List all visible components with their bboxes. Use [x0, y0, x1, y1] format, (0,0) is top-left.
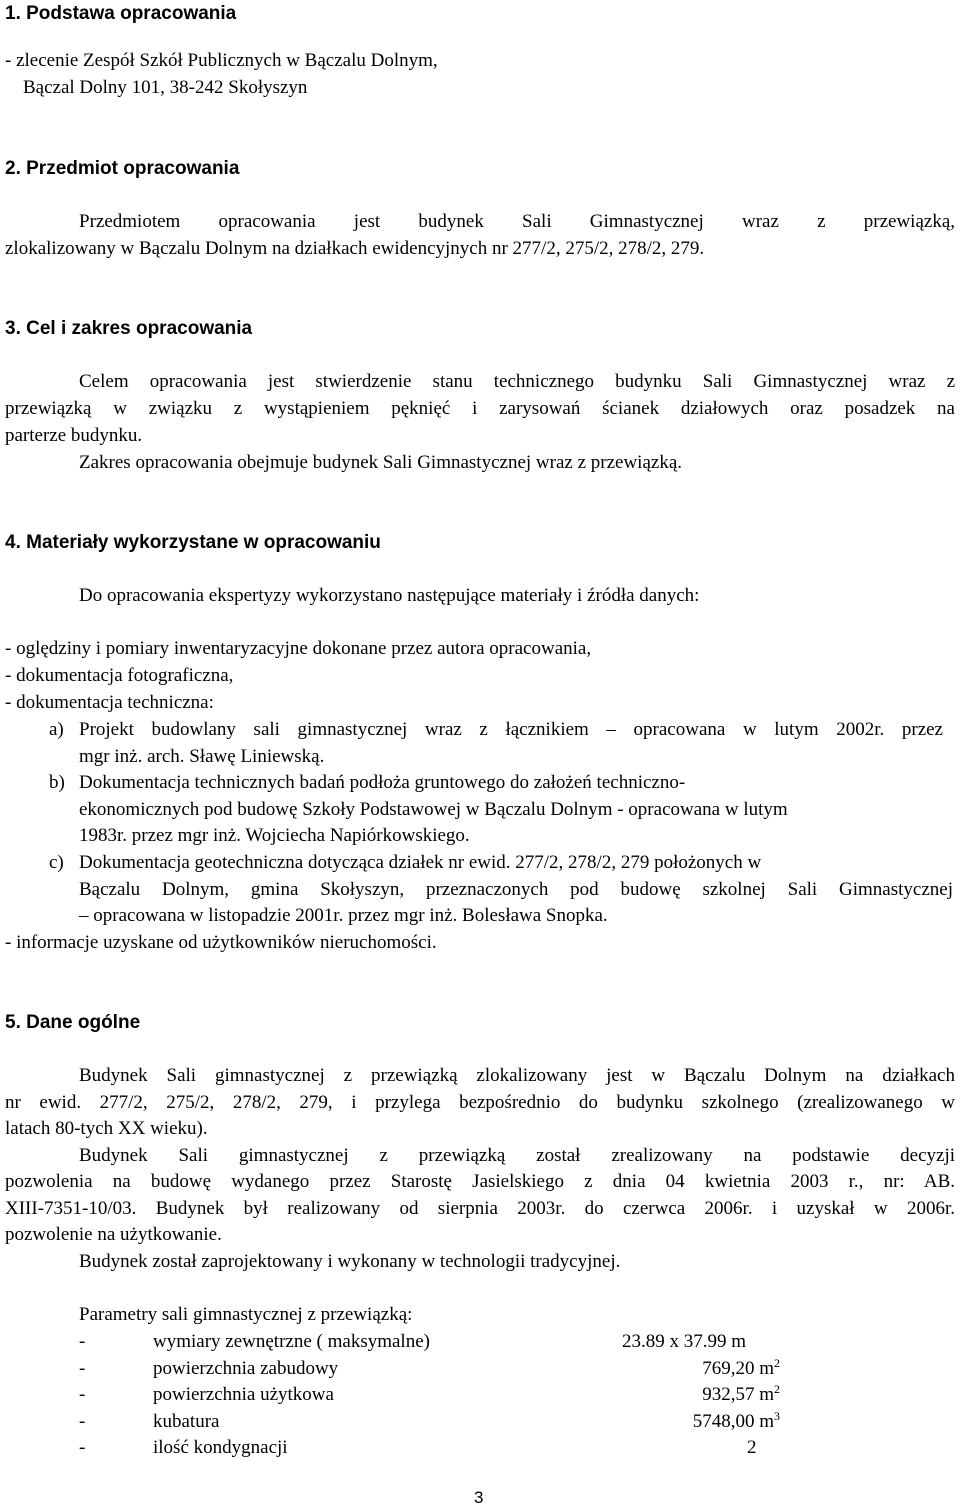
params-unit-exponent: 3: [774, 1409, 780, 1423]
s4-a-line-1: Projekt budowlany sali gimnastycznej wraz z łącznikiem – opracowana w lutym 2002r. przez: [79, 719, 943, 740]
params-dash: -: [79, 1358, 86, 1379]
s3-line-1: Celem opracowania jest stwierdzenie stanu technicznego budynku Sali Gimnastycznej wraz z: [79, 371, 955, 392]
s4-item-4: - informacje uzyskane od użytkowników nieruchomości.: [5, 932, 437, 953]
s3-line-4: Zakres opracowania obejmuje budynek Sali Gimnastycznej wraz z przewiązką.: [79, 452, 682, 473]
s4-a-label: a): [49, 719, 64, 740]
s5-p1-line-2: nr ewid. 277/2, 275/2, 278/2, 279, i przylega bezpośrednio do budynku szkolnego (zrealizowanego w: [5, 1092, 955, 1113]
s4-c-line-3: – opracowana w listopadzie 2001r. przez mgr inż. Bolesława Snopka.: [79, 905, 608, 926]
s1-line-2: Bączal Dolny 101, 38-242 Skołyszyn: [23, 77, 308, 98]
s5-p2-line-4: pozwolenie na użytkowanie.: [5, 1224, 222, 1245]
s3-line-2: przewiązką w związku z wystąpieniem pęknięć i zarysowań ścianek działowych oraz posadzek na: [5, 398, 955, 419]
params-value: 769,20 m: [702, 1358, 774, 1379]
s5-p2-line-3: XIII-7351-10/03. Budynek był realizowany od sierpnia 2003r. do czerwca 2006r. i uzyskał w 2006r.: [5, 1198, 955, 1219]
params-label: wymiary zewnętrzne ( maksymalne): [153, 1331, 430, 1352]
params-value: 2: [747, 1437, 757, 1458]
s4-b-line-3: 1983r. przez mgr inż. Wojciecha Napiórkowskiego.: [79, 825, 470, 846]
params-title: Parametry sali gimnastycznej z przewiązką:: [79, 1304, 413, 1325]
params-value: 932,57 m: [702, 1384, 774, 1405]
params-value: 23.89 x 37.99 m: [622, 1331, 747, 1352]
params-label: powierzchnia zabudowy: [153, 1358, 339, 1379]
params-dash: -: [79, 1411, 86, 1432]
s2-line-1: Przedmiotem opracowania jest budynek Sali Gimnastycznej wraz z przewiązką,: [79, 211, 955, 232]
params-dash: -: [79, 1437, 86, 1458]
params-unit-exponent: 2: [774, 1356, 780, 1370]
s4-a-line-2: mgr inż. arch. Sławę Liniewską.: [79, 746, 325, 767]
s4-b-line-1: Dokumentacja technicznych badań podłoża gruntowego do założeń techniczno-: [79, 772, 686, 793]
params-label: kubatura: [153, 1411, 220, 1432]
s4-c-line-1: Dokumentacja geotechniczna dotycząca działek nr ewid. 277/2, 278/2, 279 położonych w: [79, 852, 762, 873]
s1-line-1: - zlecenie Zespół Szkół Publicznych w Bączalu Dolnym,: [5, 50, 438, 71]
s4-item-3: - dokumentacja techniczna:: [5, 692, 214, 713]
params-label: powierzchnia użytkowa: [153, 1384, 334, 1405]
section-3-heading: 3. Cel i zakres opracowania: [5, 318, 253, 339]
params-dash: -: [79, 1384, 86, 1405]
s5-p2-line-1: Budynek Sali gimnastycznej z przewiązką został zrealizowany na podstawie decyzji: [79, 1145, 955, 1166]
s4-item-2: - dokumentacja fotograficzna,: [5, 665, 234, 686]
s4-c-label: c): [49, 852, 64, 873]
s5-p1-line-3: latach 80-tych XX wieku).: [5, 1118, 208, 1139]
s4-b-line-2: ekonomicznych pod budowę Szkoły Podstawowej w Bączalu Dolnym - opracowana w lutym: [79, 799, 788, 820]
section-1-heading: 1. Podstawa opracowania: [5, 3, 237, 24]
params-unit-exponent: 2: [774, 1382, 780, 1396]
s4-intro: Do opracowania ekspertyzy wykorzystano następujące materiały i źródła danych:: [79, 585, 700, 606]
s4-b-label: b): [49, 772, 65, 793]
s2-line-2: zlokalizowany w Bączalu Dolnym na działkach ewidencyjnych nr 277/2, 275/2, 278/2, 279.: [5, 238, 705, 259]
s4-c-line-2: Bączalu Dolnym, gmina Skołyszyn, przeznaczonych pod budowę szkolnej Sali Gimnastycznej: [79, 879, 953, 900]
params-value: 5748,00 m: [692, 1411, 774, 1432]
section-2-heading: 2. Przedmiot opracowania: [5, 158, 240, 179]
page-number: 3: [474, 1488, 484, 1507]
section-4-heading: 4. Materiały wykorzystane w opracowaniu: [5, 532, 381, 553]
s4-item-1: - oględziny i pomiary inwentaryzacyjne dokonane przez autora opracowania,: [5, 638, 592, 659]
params-label: ilość kondygnacji: [153, 1437, 288, 1458]
params-dash: -: [79, 1331, 86, 1352]
s5-p1-line-1: Budynek Sali gimnastycznej z przewiązką zlokalizowany jest w Bączalu Dolnym na działkach: [79, 1065, 955, 1086]
s3-line-3: parterze budynku.: [5, 425, 143, 446]
section-5-heading: 5. Dane ogólne: [5, 1012, 141, 1033]
s5-p2-line-2: pozwolenia na budowę wydanego przez Starostę Jasielskiego z dnia 04 kwietnia 2003 r., nr: AB.: [5, 1171, 955, 1192]
s5-p3: Budynek został zaprojektowany i wykonany w technologii tradycyjnej.: [79, 1251, 621, 1272]
